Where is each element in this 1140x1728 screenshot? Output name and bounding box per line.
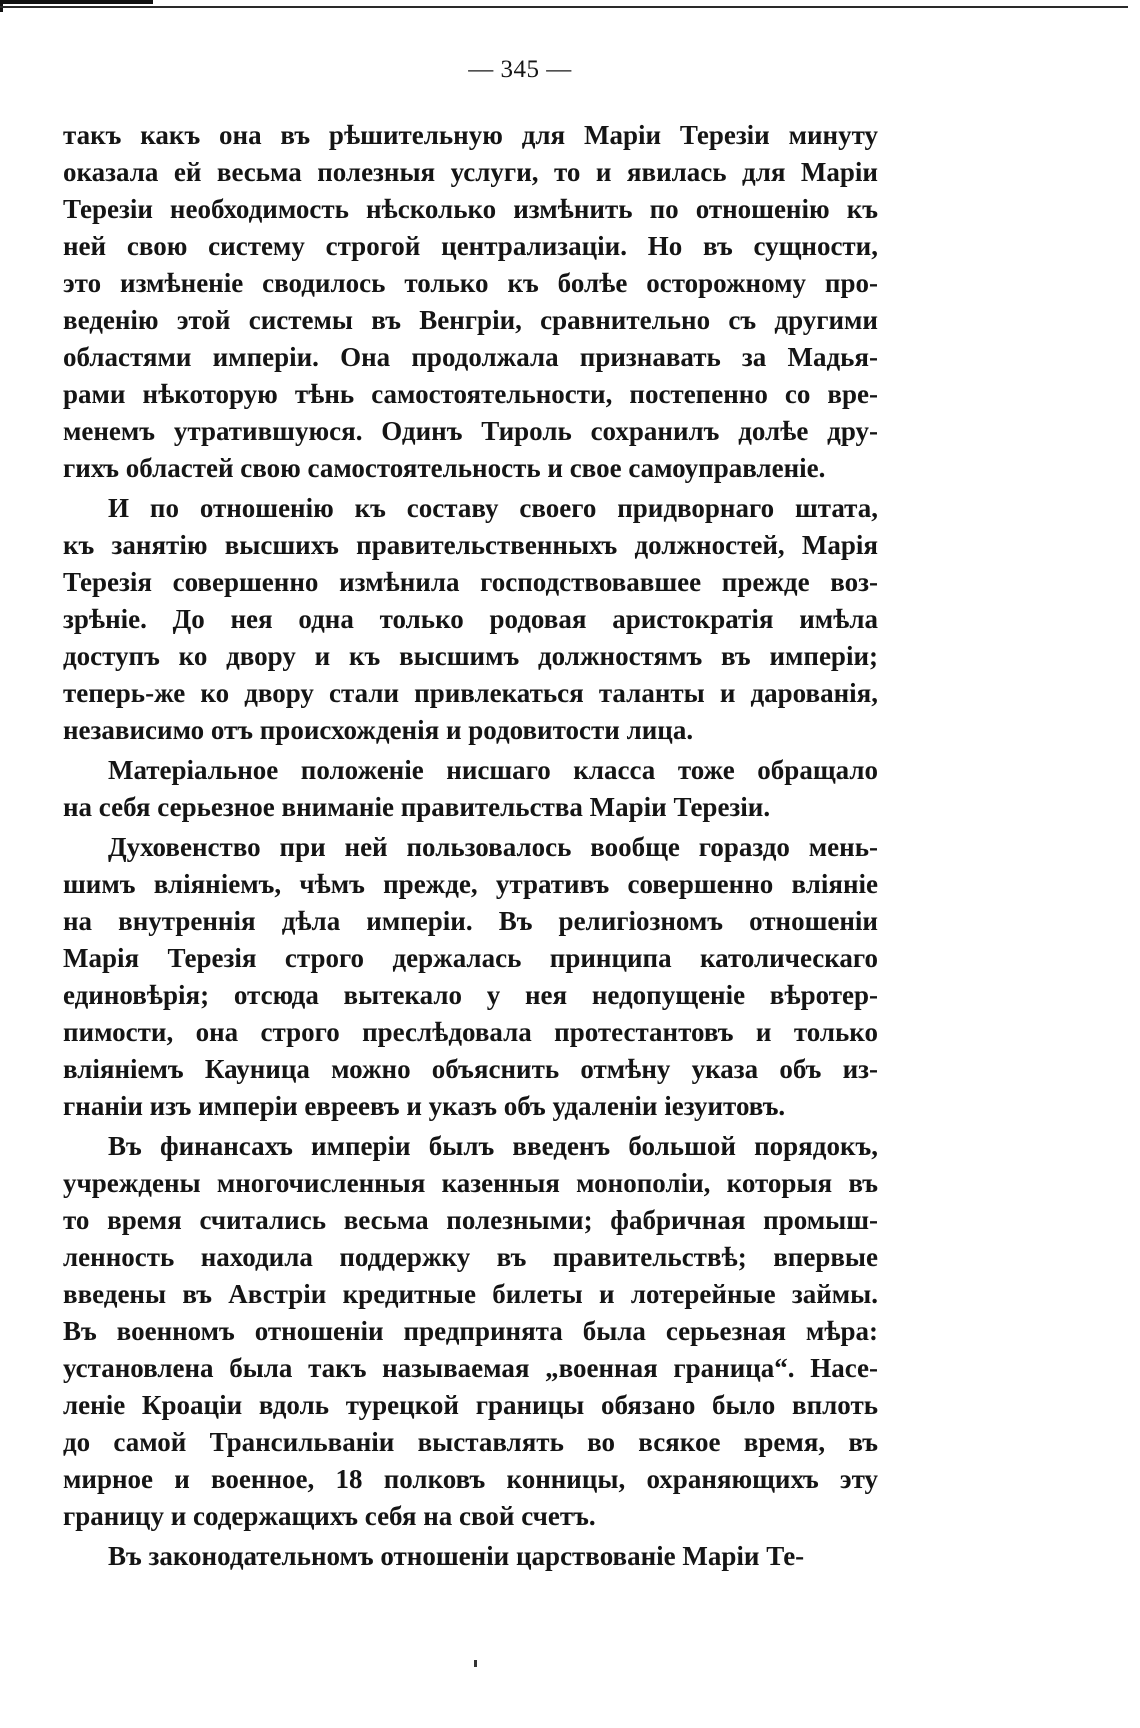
text-line: мирное и военное, 18 полковъ конницы, охраняющихъ эту [63, 1464, 878, 1494]
text-line: Матеріальное положеніе нисшаго класса тоже обращало [108, 755, 878, 785]
text-line: единовѣрія; отсюда вытекало у нея недопущеніе вѣротер- [63, 980, 878, 1010]
paragraph [63, 490, 878, 749]
paragraph [63, 117, 878, 487]
text-line: Терезія совершенно измѣнила господствовавшее прежде воз- [63, 567, 878, 597]
text-line: такъ какъ она въ рѣшительную для Маріи Терезіи минуту [63, 120, 878, 150]
text-line: доступъ ко двору и къ высшимъ должностямъ въ имперіи; [63, 641, 878, 671]
text-line: леніе Кроаціи вдоль турецкой границы обязано было вплоть [63, 1390, 878, 1420]
text-line: на себя серьезное вниманіе правительства Маріи Терезіи. [63, 792, 771, 822]
text-line: до самой Трансильваніи выставлять во всякое время, въ [63, 1427, 878, 1457]
top-rule [0, 6, 1128, 11]
text-line: на внутреннія дѣла имперіи. Въ религіозномъ отношеніи [63, 906, 878, 936]
text-line: независимо отъ происхожденія и родовитости лица. [63, 715, 694, 745]
text-line: рами нѣкоторую тѣнь самостоятельности, постепенно со вре- [63, 379, 878, 409]
stray-ink-mark [474, 1660, 477, 1667]
text-line: установлена была такъ называемая „военная граница“. Насе- [63, 1353, 878, 1383]
text-line: ленность находила поддержку въ правительствѣ; впервые [63, 1242, 878, 1272]
text-line: И по отношенію къ составу своего придворнаго штата, [108, 493, 878, 523]
text-line: зрѣніе. До нея одна только родовая аристократія имѣла [63, 604, 878, 634]
body-text [63, 117, 878, 1575]
text-line: гихъ областей свою самостоятельность и свое самоуправленіе. [63, 453, 826, 483]
paragraph [63, 752, 878, 826]
text-line: Въ законодательномъ отношеніи царствованіе Маріи Те- [108, 1541, 805, 1571]
text-line: Марія Терезія строго держалась принципа католическаго [63, 943, 878, 973]
text-line: Терезіи необходимость нѣсколько измѣнить по отношенію къ [63, 194, 878, 224]
text-line: это измѣненіе сводилось только къ болѣе осторожному про- [63, 268, 878, 298]
text-line: веденію этой системы въ Венгріи, сравнительно съ другими [63, 305, 878, 335]
text-line: оказала ей весьма полезныя услуги, то и явилась для Маріи [63, 157, 878, 187]
text-line: теперь-же ко двору стали привлекаться таланты и дарованія, [63, 678, 878, 708]
text-line: пимости, она строго преслѣдовала протестантовъ и только [63, 1017, 878, 1047]
paragraph [63, 1128, 878, 1535]
text-line: менемъ утратившуюся. Одинъ Тироль сохранилъ долѣе дру- [63, 416, 878, 446]
text-line: введены въ Австріи кредитные билеты и лотерейные займы. [63, 1279, 878, 1309]
text-line: Духовенство при ней пользовалось вообще гораздо мень- [108, 832, 878, 862]
text-line: Въ военномъ отношеніи предпринята была серьезная мѣра: [63, 1316, 878, 1346]
text-line: то время считались весьма полезными; фабричная промыш- [63, 1205, 878, 1235]
paragraph [63, 1538, 878, 1575]
paragraph [63, 829, 878, 1125]
text-line: къ занятію высшихъ правительственныхъ должностей, Марія [63, 530, 878, 560]
text-line: областями имперіи. Она продолжала признавать за Мадья- [63, 342, 878, 372]
page-number: — 345 — [468, 56, 572, 83]
text-line: шимъ вліяніемъ, чѣмъ прежде, утративъ совершенно вліяніе [63, 869, 878, 899]
text-line: Въ финансахъ имперіи былъ введенъ большой порядокъ, [108, 1131, 878, 1161]
text-line: вліяніемъ Кауница можно объяснить отмѣну указа объ из- [63, 1054, 878, 1084]
text-line: учреждены многочисленныя казенныя монополіи, которыя въ [63, 1168, 878, 1198]
text-line: границу и содержащихъ себя на свой счетъ. [63, 1501, 596, 1531]
text-line: гнаніи изъ имперіи евреевъ и указъ объ удаленіи іезуитовъ. [63, 1091, 786, 1121]
text-line: ней свою систему строгой централизаціи. Но въ сущности, [63, 231, 878, 261]
